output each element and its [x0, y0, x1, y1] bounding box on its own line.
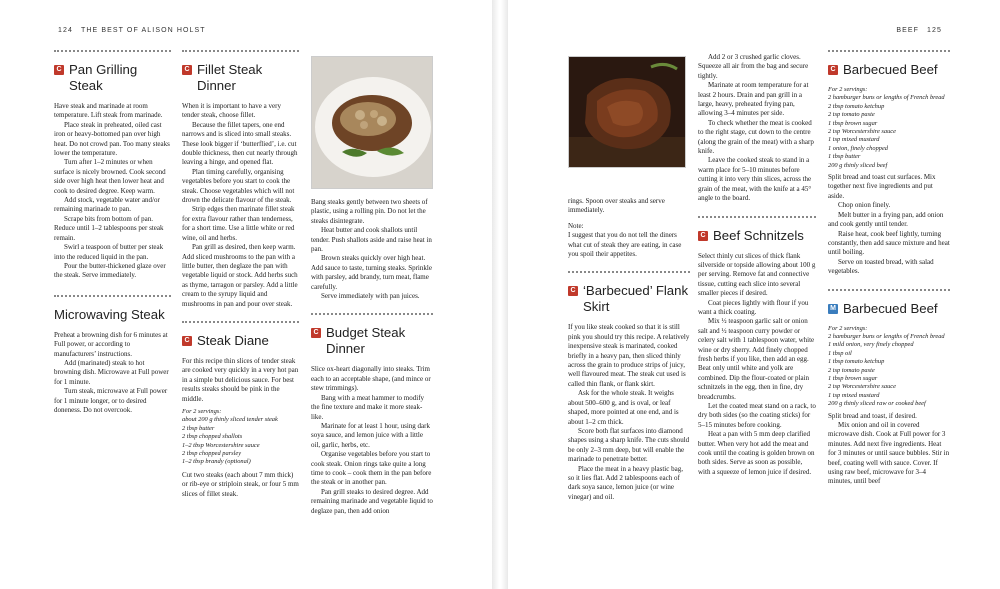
- divider: [54, 295, 171, 297]
- recipe-title: C Steak Diane: [182, 333, 299, 349]
- diane-text: For this recipe thin slices of tender steak are cooked very quickly in a very hot pan in a simple but delicious sauce. For best results steaks should be pink in the middle. For 2 servings: about 200 g thinly sliced tender steak 2 tbsp butter 2 tbsp chopped shallots 1–2 tbsp Worcestershire sauce 2 tbsp chopped parsley 1–2 tbsp brandy (optional) Cut two steaks (each about 7 mm thick) or rib-eye or striploin steak, or four 5 mm slices of fillet steak.: [182, 356, 299, 498]
- conventional-badge: C: [828, 65, 838, 75]
- fillet-text: When it is important to have a very tender steak, choose fillet. Because the fillet tapers, one end narrows and is sliced into small steaks. These look bigger if ‘butterflied’, i.e. cut double thickness, then cut nearly through leaving a hinge, and opened flat. Plan timing carefully, organising vegetables before you start to cook the steak. Choose vegetables which will not drown the delicate flavour of the steak. Strip edges then marinate fillet steak for extra flavour rather than tenderness, for a short time. Use a little white or red wine, oil and herbs. Pan grill as desired, then keep warm. Add sliced mushrooms to the pan with a little butter, then deglaze the pan with vegetable liquid or stock. Add herbs such as thyme, tarragon or parsley. Add a little cream to the syrupy liquid and mushrooms in pan and pour over steak.: [182, 102, 298, 308]
- right-running-title: BEEF: [896, 27, 920, 34]
- recipe-title: C Beef Schnitzels: [698, 228, 816, 244]
- steak-photo: [311, 56, 433, 189]
- divider: [828, 289, 950, 291]
- left-column-3: [311, 198, 433, 516]
- conventional-badge: C: [698, 231, 708, 241]
- recipe-title: Microwaving Steak: [54, 306, 165, 322]
- budget-text: Slice ox-heart diagonally into steaks. Trim each to an acceptable shape, (and mince or stew trimmings). Bang with a meat hammer to modify the fine texture and make it more steak-like. Marinate for at least 1 hour, using dark soya sauce, and lemon juice with a little oil, garlic, herbs, etc. Organise vegetables before you start to cook steak. Onion rings take quite a long time to cook – cook them in the pan before the steak or in another pan. Pan grill steaks to desired degree. Add remaining marinade and vegetable liquid to deglaze pan, then add onion: [311, 365, 433, 515]
- bbq1-text: For 2 servings: 2 hamburger buns or lengths of French bread 2 tbsp tomato ketchup 2 tsp tomato paste 1 tbsp brown sugar 2 tsp Worcestershire sauce 1 tsp mixed mustard 1 onion, finely chopped 1 tbsp butter 200 g thinly sliced beef Split bread and toast cut surfaces. Mix together next five ingredients and put aside. Chop onion finely. Melt butter in a frying pan, add onion and cook gently until tender. Raise heat, cook beef lightly, turning constantly, then add sauce mixture and heat until boiling. Serve on toasted bread, with salad vegetables.: [828, 86, 950, 276]
- conventional-badge: C: [182, 65, 192, 75]
- conventional-badge: C: [311, 328, 321, 338]
- right-page: [508, 0, 1000, 589]
- recipe-title: C Budget Steak Dinner: [311, 325, 433, 357]
- left-page-header: [58, 27, 206, 34]
- recipe-title: C Fillet Steak Dinner: [182, 62, 299, 94]
- left-page: [0, 0, 492, 589]
- right-column-2: [698, 53, 816, 477]
- flank-text: If you like steak cooked so that it is still pink you should try this recipe. A relatively inexpensive steak is marinated, cooked briefly in a heavy pan, then sliced thinly across the grain to produce strips of juicy, well flavoured meat. The steak cut used is called thin flank, or flank skirt. Ask for the whole steak. It weighs about 500–600 g, and is oval, or leaf shaped, more pointed at one end, and is about 1–2 cm thick. Score both flat surfaces into diamond shapes using a sharp knife. The cuts should be only 2–3 mm deep, but will enable the marinade to penetrate better. Place the meat in a heavy plastic bag, so it lies flat. Add 2 tablespoons each of dark soya sauce, lemon juice (or wine vinegar) and oil.: [568, 323, 690, 501]
- divider: [54, 50, 171, 52]
- right-column-3: [828, 47, 950, 487]
- right-column-1: rings. Spoon over steaks and serve immediately. Note: I suggest that you do not tell the diners what cut of steak they are eating, in case you spoil their appetites. C ‘Barbecued’ Flank Skirt If you like steak cooked so that it is still pink you should try this recipe. A relatively inexpensive steak is marinated, cooked briefly in a heavy pan, then sliced thinly across the grain to produce strips of juicy, well flavoured meat. The steak cut used is called thin flank, or flank skirt. Ask for the whole steak. It weighs about 500–600 g, and is oval, or leaf shaped, more pointed at one end, and is about 1–2 cm thick. Score both flat surfaces into diamond shapes using a sharp knife. The cuts should be only 2–3 mm deep, but will enable the marinade to penetrate better. Place the meat in a heavy plastic bag, so it lies flat. Add 2 tablespoons each of dark soya sauce, lemon juice (or wine vinegar) and oil.: [568, 197, 690, 501]
- divider: [828, 50, 950, 52]
- recipe-title: C ‘Barbecued’ Flank Skirt: [568, 283, 690, 315]
- book-gutter: [492, 0, 508, 589]
- flank-method-text: Add 2 or 3 crushed garlic cloves. Squeeze all air from the bag and secure tightly. Marinate at room temperature for at least 2 hours. Drain and pan grill in a large, heavy, preheated frying pan, allowing 3–4 minutes per side. To check whether the meat is cooked to the right stage, cut down to the centre (along the grain of the meat) with a sharp knife. Leave the cooked steak to stand in a warm place for 5–10 minutes before cutting it into very thin slices, across the grain of the meat, with the knife at a 45° angle to the board.: [698, 53, 814, 203]
- diane-method-text: Bang steaks gently between two sheets of plastic, using a rolling pin. Do not let the steaks disintegrate. Heat butter and cook shallots until tender. Push shallots aside and raise heat in pan. Brown steaks quickly over high heat. Add sauce to taste, turning steaks. Sprinkle with parsley, add brandy, turn meat, flame carefully. Serve immediately with pan juices.: [311, 198, 432, 301]
- divider: [182, 50, 299, 52]
- divider: [182, 321, 299, 323]
- divider: [568, 271, 690, 273]
- recipe-title: C Barbecued Beef: [828, 62, 950, 78]
- right-page-header: [896, 27, 942, 34]
- pan-grilling-text: Have steak and marinade at room temperature. Lift steak from marinade. Place steak in preheated, oiled cast iron or heavy-bottomed pan over high heat. Do not crowd pan. Too many steaks lower the temperature. Turn after 1–2 minutes or when surface is nicely browned. Cook second side over high heat then lower heat and cook to desired degree. Keep warm. Add stock, vegetable water and/or remaining marinade to pan. Scrape bits from bottom of pan. Reduce until 1–2 tablespoons per steak remain. Swirl a teaspoon of butter per steak into the reduced liquid in the pan. Pour the butter-thickened glaze over the steak. Serve immediately.: [54, 102, 170, 280]
- schnitzels-text: Select thinly cut slices of thick flank silverside or topside allowing about 100 g per serving. Remove fat and connective tissue, cutting each slice into several smaller pieces if desired. Coat pieces lightly with flour if you want a thick coating. Mix ½ teaspoon garlic salt or onion salt and ½ teaspoon curry powder or celery salt with 1 tablespoon water, white wine or dry sherry. Add finely chopped fresh herbs if you like, then add an egg. Beat only until white and yolk are combined. Dip the flour-coated or plain schnitzels in the egg, then in fine, dry breadcrumbs. Let the coated meat stand on a rack, to dry both sides (so the coating sticks) for 5–15 minutes before cooking. Heat a pan with 5 mm deep clarified butter. When very hot add the meat and cook until the coating is golden brown on both sides. Serve as soon as possible, with a squeeze of lemon juice if desired.: [698, 251, 816, 476]
- microwave-badge: M: [828, 304, 838, 314]
- divider: [698, 216, 816, 218]
- bbq2-text: For 2 servings: 2 hamburger buns or lengths of French bread 1 mild onion, very finely chopped 1 tbsp oil 1 tbsp tomato ketchup 2 tsp tomato paste 1 tbsp brown sugar 2 tsp Worcestershire sauce 1 tsp mixed mustard 200 g thinly sliced raw or cooked beef Split bread and toast, if desired. Mix onion and oil in covered microwave dish. Cook at Full power for 3 minutes. Add next five ingredients. Heat for 3 minutes or until sauce bubbles. Stir in beef, coating well with sauce. Cover. If using raw beef, microwave for 3–4 minutes, until beef: [828, 324, 950, 486]
- recipe-title: C Pan Grilling Steak: [54, 62, 171, 94]
- right-page-number: 125: [927, 27, 942, 34]
- divider: [311, 313, 433, 315]
- left-page-number: 124: [58, 27, 73, 34]
- conventional-badge: C: [54, 65, 64, 75]
- microwaving-text: Preheat a browning dish for 6 minutes at Full power, or according to manufacturers’ instructions. Add (marinated) steak to hot browning dish. Microwave at Full power for 1 minute. Turn steak, microwave at Full power for 1 minute longer, or to desired doneness. Do not overcook.: [54, 330, 169, 414]
- left-column-2: [182, 47, 299, 499]
- flank-photo: [568, 56, 686, 168]
- conventional-badge: C: [568, 286, 578, 296]
- left-running-title: THE BEST OF ALISON HOLST: [80, 27, 206, 34]
- conventional-badge: C: [182, 336, 192, 346]
- left-column-1: [54, 47, 171, 415]
- recipe-title: M Barbecued Beef: [828, 301, 950, 317]
